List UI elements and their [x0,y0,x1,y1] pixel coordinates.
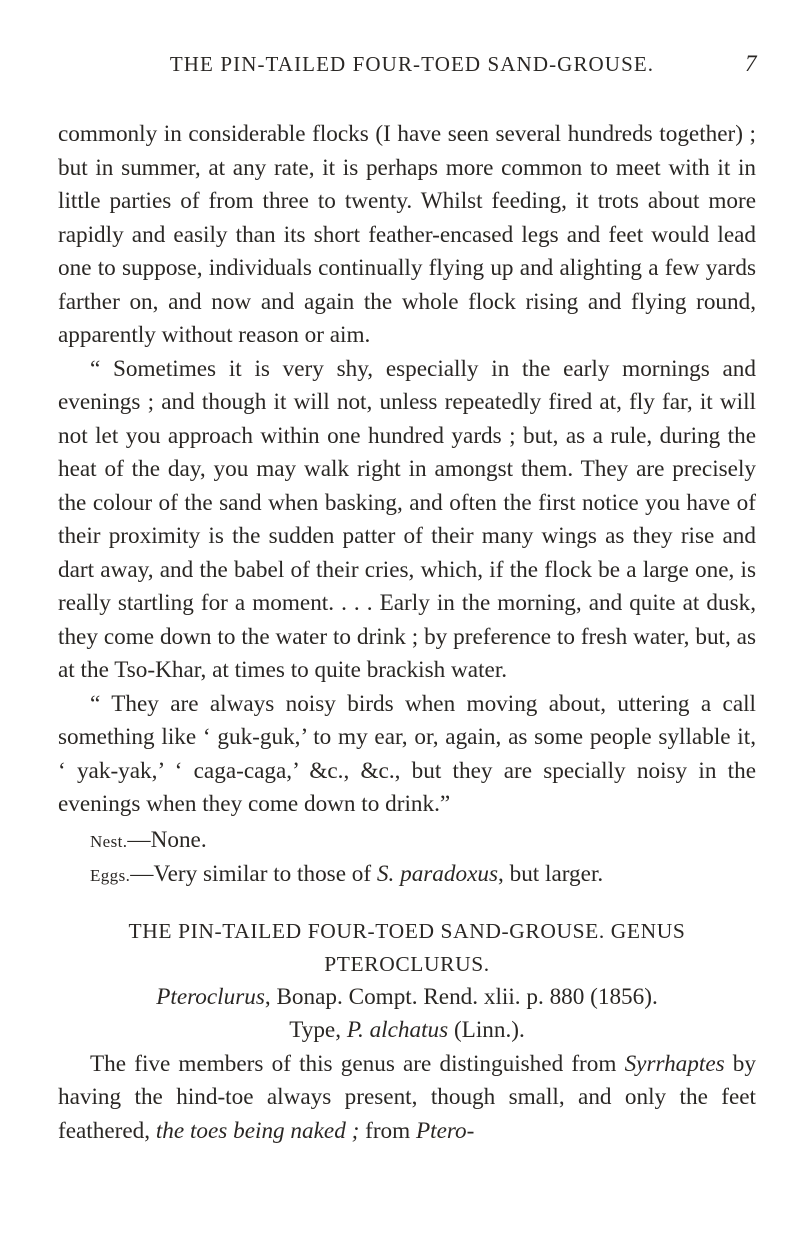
type-author: (Linn.). [448,1017,525,1043]
eggs-text-start: —Very similar to those of [130,861,377,887]
genus-text-3: from [359,1117,416,1144]
paragraph-flocks: commonly in considerable flocks (I have seen several hundreds together) ; but in summer, at any rate, it is perhaps more common to meet with it in little parties of from three to twenty. Whilst feeding, it trots about more rapidly and easily than its short feather-encased legs and feet would lead one to suppose, individuals continually flying up and alighting a few yards farther on, and now and again the whole flock rising and flying round, apparently without reason or aim. [58,121,756,348]
genus-reference [58,981,756,1015]
genus-italic-phrase: the toes being naked ; [155,1117,360,1144]
eggs-species: S. paradoxus [376,861,498,887]
nest-entry [58,824,756,859]
eggs-entry [58,858,756,893]
nest-text: —None. [127,826,207,853]
genus-name: Pterocluru [156,983,256,1010]
type-label: Type, [289,1017,347,1043]
type-species: P. alchatus [346,1017,449,1043]
nest-label: Nest. [90,831,128,851]
genus-reference-text: , Bonap. Compt. Rend. xlii. p. 880 (1856). [264,983,658,1010]
body-text [58,118,756,1148]
section-heading: THE PIN-TAILED FOUR-TOED SAND-GROUSE. GENUS PTEROCLURUS. [128,918,686,976]
genus-name-tail: s [255,983,265,1010]
genus-continuation: Ptero- [415,1117,475,1144]
genus-text-2: by having the hind-toe always present, though small, and only the feet feathered, [58,1050,756,1144]
genus-text-1: The five members of this genus are distinguished from [90,1050,625,1077]
eggs-text-end: , but larger. [498,861,604,887]
genus-syrrhaptes: Syrrhaptes [624,1050,725,1077]
page-number: 7 [745,51,757,76]
paragraph-calls: “ They are always noisy birds when moving about, uttering a call something like ‘ guk-guk,’ to my ear, or, again, as some people syllable it, ‘ yak-yak,’ ‘ caga-caga,’ &c., &c., but they are specially noisy in the evenings when they come down to drink.” [58,690,756,817]
running-head: THE PIN-TAILED FOUR-TOED SAND-GROUSE. [169,52,655,76]
type-species-line [58,1014,756,1048]
paragraph-shyness: “ Sometimes it is very shy, especially in the early mornings and evenings ; and though it will not, unless repeatedly fired at, fly far, it will not let you approach within one hundred yards ; but, as a rule, during the heat of the day, you may walk right in amongst them. They are precisely the colour of the sand when basking, and often the first notice you have of their proximity is the sudden patter of their many wings as they rise and dart away, and the babel of their cries, which, if the flock be a large one, is really startling for a moment. . . . Early in the morning, and quite at dusk, they come down to the water to drink ; by preference to fresh water, but, as at the Tso-Khar, at times to quite brackish water. [58,355,756,683]
eggs-label: Eggs. [90,866,131,885]
paragraph-genus-members [58,1048,756,1149]
